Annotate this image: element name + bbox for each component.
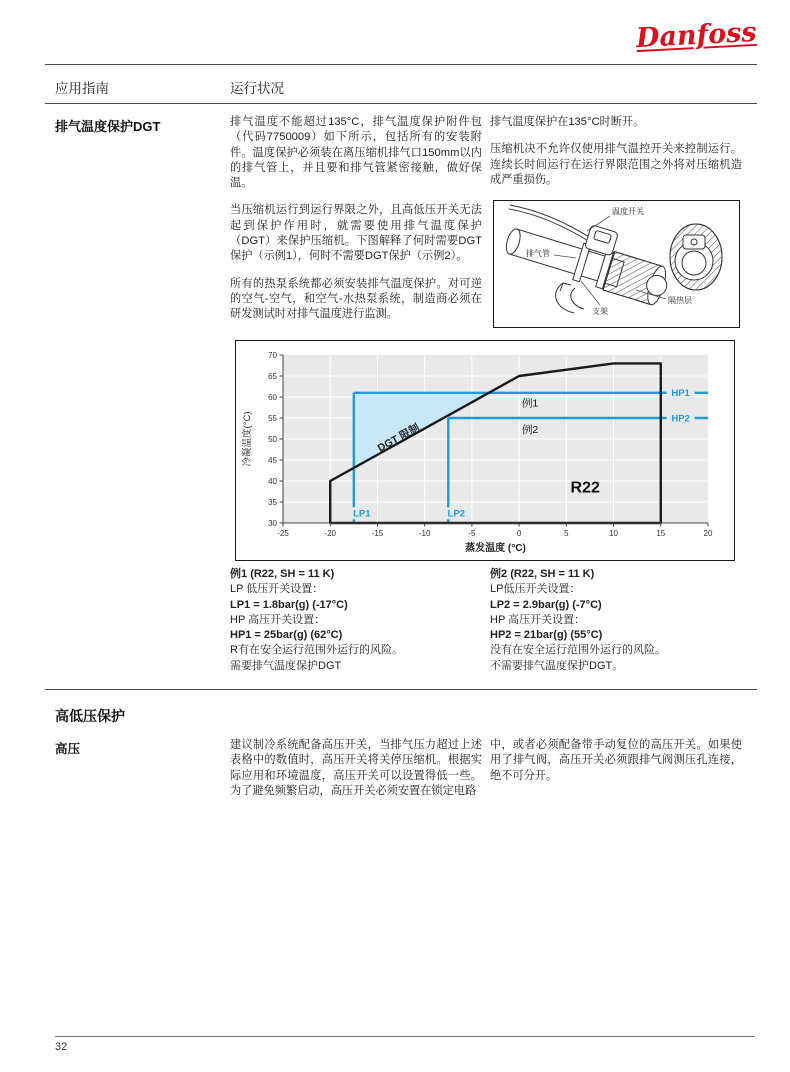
example-1-lp-heading: LP 低压开关设置： [230, 583, 324, 596]
figure-label-insulation: 隔热层 [668, 296, 692, 305]
example-1-conditions: (R22, SH = 11 K) [250, 568, 335, 580]
svg-text:55: 55 [268, 413, 277, 423]
paragraph-dgt-1: 排气温度不能超过135°C，排气温度保护附件包（代码7750009）如下所示，包括所有的安装附件。温度保护必须装在离压缩机排气口150mm以内的排气管上，并且要和排气管紧密接触，做好保温。 [230, 116, 482, 190]
section-title-hp-lp: 高低压保护 [55, 708, 125, 724]
example-1-hp-value: HP1 = 25bar(g) (62°C) [230, 629, 343, 642]
example-2-lp-heading: LP低压开关设置： [490, 583, 581, 596]
discharge-pipe-group [494, 201, 678, 307]
envelope-chart-svg [236, 341, 734, 560]
pipe-cross-section [670, 224, 722, 290]
subsection-title-hp: 高压 [55, 742, 81, 756]
dgt-limit-label: DGT 限制 [375, 421, 422, 455]
section-title-dgt: 排气温度保护DGT [55, 119, 161, 134]
compressor-illustration [494, 201, 739, 327]
example-1-block [230, 567, 486, 674]
svg-text:20: 20 [703, 529, 713, 538]
section-divider-rule [45, 689, 757, 690]
annotation-例2: 例2 [521, 423, 539, 436]
example-2-conditions: (R22, SH = 11 K) [510, 568, 595, 580]
rotation-arrow [571, 288, 584, 309]
svg-text:60: 60 [268, 392, 277, 402]
example-1-note-risk: R有在安全运行范围外运行的风险。 [230, 644, 403, 657]
lp1-label: LP1 [353, 508, 371, 520]
hp2-label: HP2 [671, 413, 690, 425]
figure-label-temp-switch: 温度开关 [612, 207, 644, 216]
page-number: 32 [55, 1041, 68, 1053]
refrigerant-label: R22 [570, 479, 600, 497]
paragraph-dgt-4: 排气温度保护在135°C时断开。 [490, 116, 645, 128]
svg-text:0: 0 [516, 529, 522, 538]
svg-text:40: 40 [268, 476, 277, 486]
figure-label-bracket: 支架 [592, 307, 608, 316]
example-2-hp-value: HP2 = 21bar(g) (55°C) [490, 629, 603, 642]
figure-label-discharge-pipe: 排气管 [526, 249, 550, 258]
svg-text:30: 30 [268, 518, 277, 528]
paragraph-hp-2: 中，或者必须配备带手动复位的高压开关。如果使用了排气阀，高压开关必须跟排气阀测压孔连接，绝不可分开。 [490, 739, 742, 782]
paragraph-dgt-3: 所有的热泵系统都必须安装排气温度保护。对可逆的空气-空气，和空气-水热泵系统，制造商必须在研发测试时对排气温度进行监测。 [230, 277, 482, 321]
svg-text:-15: -15 [371, 529, 384, 538]
paragraph-dgt-2: 当压缩机运行到运行界限之外，且高低压开关无法起到保护作用时，就需要使用排气温度保护（DGT）来保护压缩机。下图解释了何时需要DGT保护（示例1），何时不需要DGT保护（示例2）。 [230, 204, 482, 263]
example-2-note-risk: 没有在安全运行范围外运行的风险。 [490, 644, 666, 657]
compressor-figure [493, 200, 740, 328]
example-2-hp-heading: HP 高压开关设置： [490, 613, 586, 626]
header-doc-type: 应用指南 [55, 81, 109, 96]
svg-text:15: 15 [656, 529, 666, 538]
y-axis-title: 冷凝温度(°C) [242, 411, 253, 467]
hp-text-column-1 [230, 738, 482, 811]
operating-envelope-chart [235, 340, 735, 561]
danfoss-logo: Danfoss [635, 16, 758, 55]
example-1-hp-heading: HP 高压开关设置： [230, 613, 326, 626]
svg-text:45: 45 [268, 455, 277, 465]
example-2-note-dgt: 不需要排气温度保护DGT。 [490, 659, 624, 672]
hp1-label: HP1 [671, 388, 690, 400]
svg-text:5: 5 [564, 529, 569, 538]
svg-text:-5: -5 [468, 529, 476, 538]
svg-text:10: 10 [609, 529, 619, 538]
example-2-block [490, 567, 746, 674]
svg-text:-20: -20 [324, 529, 337, 538]
svg-text:65: 65 [268, 371, 277, 381]
svg-text:-25: -25 [277, 529, 289, 538]
dgt-text-column-2 [490, 115, 742, 200]
dgt-text-column-1 [230, 115, 482, 335]
footer-rule [55, 1036, 755, 1037]
paragraph-hp-1: 建议制冷系统配备高压开关，当排气压力超过上述表格中的数值时，高压开关将关停压缩机。根据实际应用和环境温度，高压开关可以设置得低一些。为了避免频繁启动，高压开关必须安置在锁定电路 [230, 739, 482, 797]
example-2-label: 例2 [490, 568, 508, 580]
example-1-note-dgt: 需要排气温度保护DGT [230, 659, 342, 672]
svg-text:-10: -10 [418, 529, 431, 538]
header-bottom-rule [45, 103, 757, 104]
annotation-例1: 例1 [521, 397, 539, 410]
example-2-lp-value: LP2 = 2.9bar(g) (-7°C) [490, 598, 602, 611]
hp-text-column-2 [490, 738, 742, 796]
svg-text:35: 35 [268, 497, 277, 507]
x-axis-title: 蒸发温度 (°C) [465, 543, 526, 554]
header-top-rule [45, 64, 757, 65]
svg-text:50: 50 [268, 434, 277, 444]
example-1-lp-value: LP1 = 1.8bar(g) (-17°C) [230, 598, 348, 611]
example-1-label: 例1 [230, 568, 248, 580]
lp2-label: LP2 [447, 508, 465, 520]
svg-text:70: 70 [268, 350, 277, 360]
paragraph-dgt-5: 压缩机决不允许仅使用排气温控开关来控制运行。连续长时间运行在运行界限范围之外将对压缩机造成严重损伤。 [490, 143, 742, 186]
header-section-title: 运行状况 [230, 81, 284, 96]
